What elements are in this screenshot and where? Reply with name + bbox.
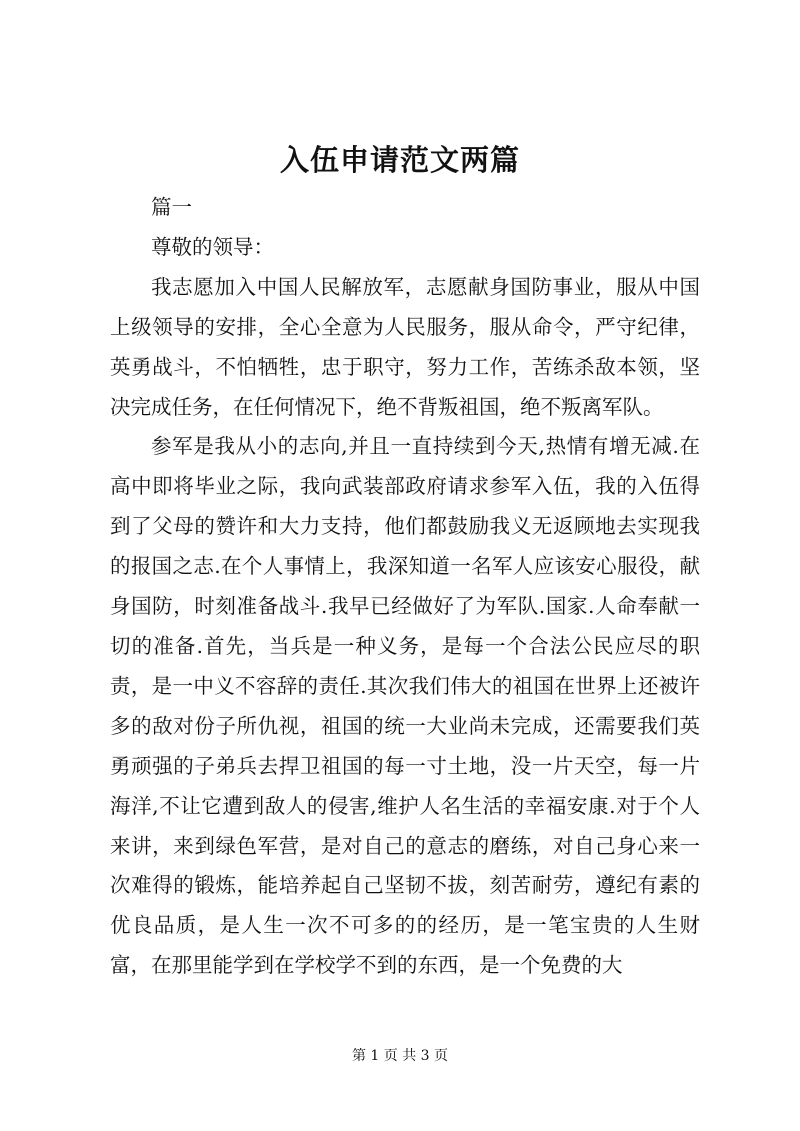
page-title: 入伍申请范文两篇 [279, 143, 520, 177]
document-body [110, 188, 700, 986]
paragraph-pledge: 我志愿加入中国人民解放军，志愿献身国防事业，服从中国上级领导的安排，全心全意为人民服务，服从命令，严守纪律，英勇战斗，不怕牺牲，忠于职守，努力工作，苦练杀敌本领，坚决完成任务，在任何情况下，绝不背叛祖国，绝不叛离军队。 [110, 274, 700, 419]
paragraph-motivation: 参军是我从小的志向,并且一直持续到今天,热情有增无减.在高中即将毕业之际，我向武装部政府请求参军入伍，我的入伍得到了父母的赞许和大力支持，他们都鼓励我义无返顾地去实现我的报国之志.在个人事情上，我深知道一名军人应该安心服役，献身国防，时刻准备战斗.我早已经做好了为军队.国家.人命奉献一切的准备.首先，当兵是一种义务，是每一个合法公民应尽的职责，是一中义不容辞的责任.其次我们伟大的祖国在世界上还被许多的敌对份子所仇视，祖国的统一大业尚未完成，还需要我们英勇顽强的子弟兵去捍卫祖国的每一寸土地，没一片天空，每一片海洋,不让它遭到敌人的侵害,维护人名生活的幸福安康.对于个人来讲，来到绿色军营，是对自己的意志的磨练，对自己身心来一次难得的锻炼，能培养起自己坚韧不拔，刻苦耐劳，遵纪有素的优良品质，是人生一次不可多的的经历，是一笔宝贵的人生财富，在那里能学到在学校学不到的东西，是一个免费的大 [110, 434, 700, 978]
salutation: 尊敬的领导： [151, 234, 274, 259]
section-label: 篇一 [151, 195, 192, 219]
page-footer: 第 1 页 共 3 页 [351, 1048, 449, 1064]
